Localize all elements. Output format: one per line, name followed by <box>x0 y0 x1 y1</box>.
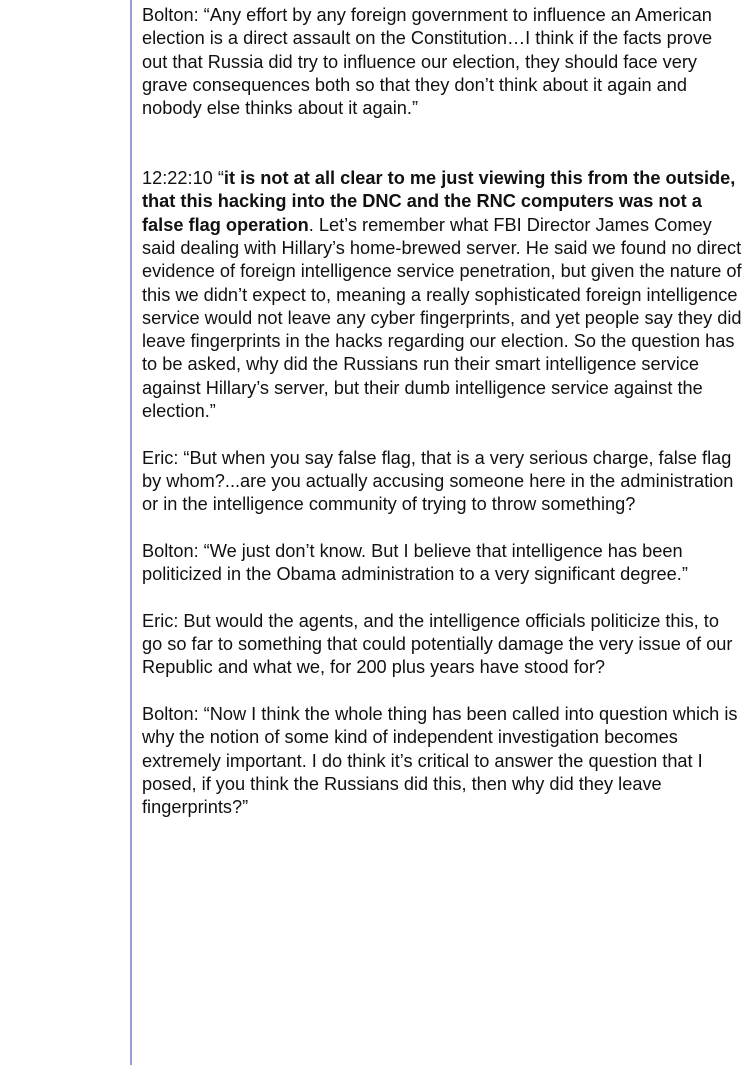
emphasized-quote: it is not at all clear to me just viewing this from the outside, that this hacking into the DNC and the RNC computers was not a false flag operation <box>142 168 736 235</box>
transcript-paragraph-eric-2: Eric: But would the agents, and the intelligence officials politicize this, to go so far to something that could potentially damage the very issue of our Republic and what we, for 200 plus years have stood for? <box>142 610 733 678</box>
transcript-paragraph-eric-1: Eric: “But when you say false flag, that is a very serious charge, false flag by whom?...are you actually accusing someone here in the administration or in the intelligence community of trying to throw something? <box>142 447 734 515</box>
transcript-paragraph-bolton-timestamped <box>142 167 742 423</box>
paragraph-spacer <box>142 517 742 540</box>
transcript-paragraph-bolton-2: Bolton: “We just don’t know. But I believe that intelligence has been politicized in the Obama administration to a very significant degree.” <box>142 540 688 585</box>
open-quote: “ <box>217 168 224 189</box>
paragraph-spacer <box>142 680 742 703</box>
paragraph-spacer <box>142 120 742 167</box>
paragraph-spacer <box>142 423 742 446</box>
transcript-body <box>142 4 742 819</box>
transcript-paragraph-bolton-3: Bolton: “Now I think the whole thing has been called into question which is why the notion of some kind of independent investigation becomes extremely important. I do think it’s critical to answer the question that I posed, if you think the Russians did this, then why did they leave fingerprints?” <box>142 703 738 818</box>
timestamp: 12:22:10 <box>142 168 213 189</box>
transcript-paragraph-bolton-1: Bolton: “Any effort by any foreign government to influence an American election is a direct assault on the Constitution…I think if the facts prove out that Russia did try to influence our election, they should face very grave consequences both so that they don’t think about it again and nobody else thinks about it again.” <box>142 5 713 119</box>
quote-continuation: . Let’s remember what FBI Director James Comey said dealing with Hillary’s home-brewed server. He said we found no direct evidence of foreign intelligence service penetration, but given the nature of this we didn’t expect to, meaning a really sophisticated foreign intelligence service would not leave any cyber fingerprints, and yet people say they did leave fingerprints in the hacks regarding our election. So the question has to be asked, why did the Russians run their smart intelligence service against Hillary’s server, but their dumb intelligence service against the election.” <box>142 214 742 422</box>
paragraph-spacer <box>142 586 742 609</box>
page-margin-line <box>130 0 132 1065</box>
